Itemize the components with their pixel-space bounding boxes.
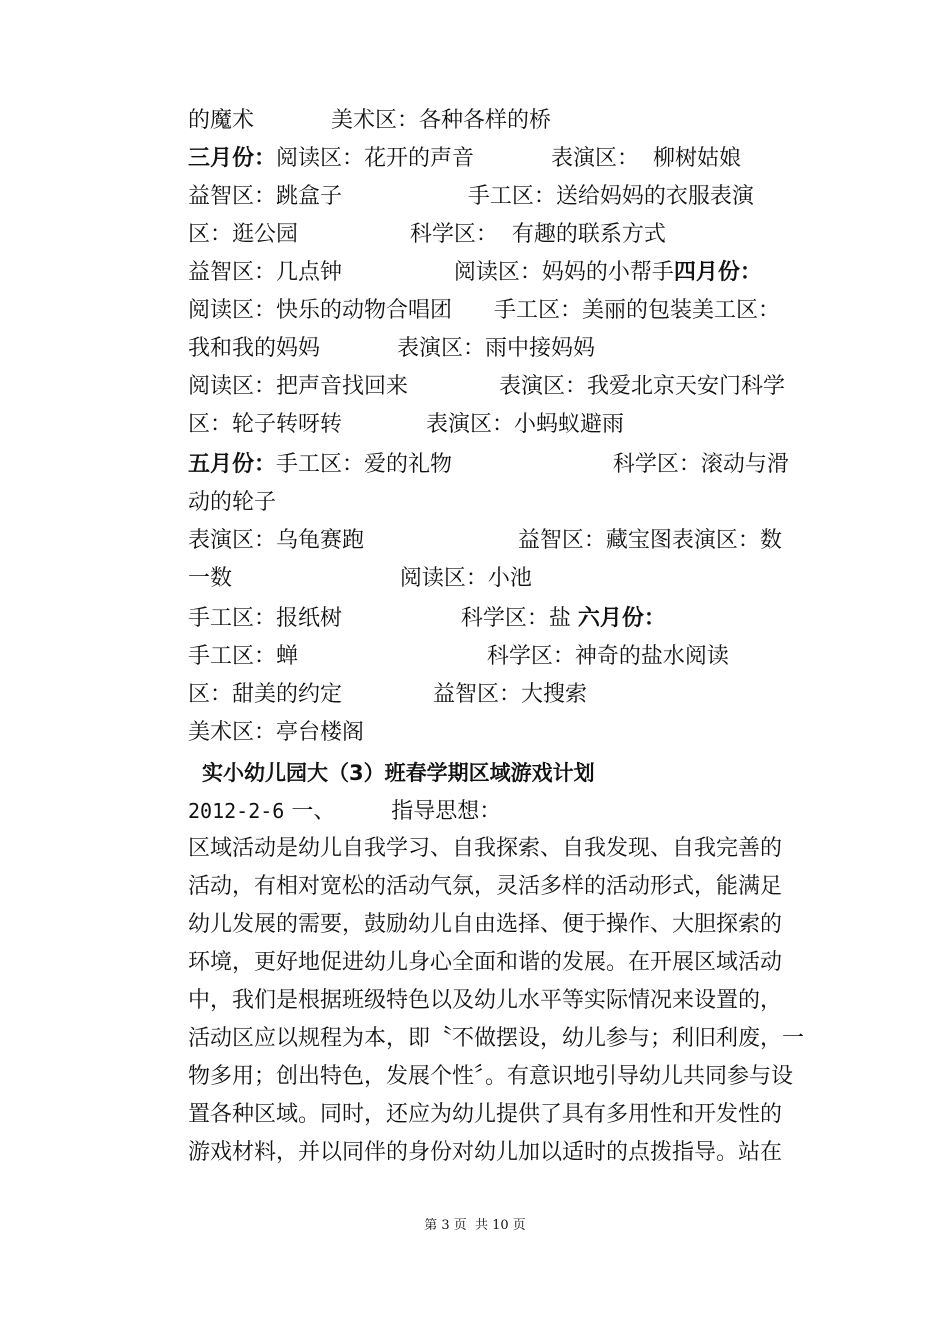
schedule-line: 我和我的妈妈 表演区：雨中接妈妈 <box>188 336 595 361</box>
section-title: 指导思想： <box>391 799 502 824</box>
plan-date: 2012-2-6 <box>188 799 285 823</box>
schedule-line: 表演区：乌龟赛跑 益智区：藏宝图表演区：数 <box>188 528 782 553</box>
body-line: 区域活动是幼儿自我学习、自我探索、自我发现、自我完善的 <box>188 836 783 861</box>
schedule-line: 一数 阅读区：小池 <box>188 566 532 591</box>
page-footer: 第 3 页 共 10 页 <box>424 1218 526 1233</box>
schedule-line: 美术区：亭台楼阁 <box>188 720 365 745</box>
month-heading-april: 四月份： <box>673 260 762 285</box>
body-line: 活动区应以规程为本，即〝不做摆设，幼儿参与；利旧利废，一 <box>188 1026 805 1051</box>
schedule-line: 区：甜美的约定 益智区：大搜索 <box>188 682 587 707</box>
schedule-line: 手工区：蝉 科学区：神奇的盐水阅读 <box>188 644 729 669</box>
body-line: 物多用；创出特色，发展个性〞。有意识地引导幼儿共同参与设 <box>188 1064 794 1089</box>
plan-title: 实小幼儿园大（3）班春学期区域游戏计划 <box>202 761 595 785</box>
month-heading-march: 三月份： <box>188 146 277 171</box>
schedule-line: 区：逛公园 科学区： 有趣的联系方式 <box>188 222 666 247</box>
body-line: 活动，有相对宽松的活动气氛，灵活多样的活动形式，能满足 <box>188 874 783 899</box>
plan-date-line <box>188 792 828 831</box>
body-line: 中，我们是根据班级特色以及幼儿水平等实际情况来设置的， <box>188 988 783 1013</box>
schedule-line-june: 手工区：报纸树 科学区：盐 六月份： <box>188 606 666 631</box>
month-heading-june: 六月份： <box>577 606 666 631</box>
schedule-line: 益智区：跳盒子 手工区：送给妈妈的衣服表演 <box>188 184 754 209</box>
schedule-line-april: 益智区：几点钟 阅读区：妈妈的小帮手四月份： <box>188 260 762 285</box>
schedule-line-may: 五月份：手工区：爱的礼物 科学区：滚动与滑 <box>188 452 789 477</box>
schedule-line: 阅读区：快乐的动物合唱团 手工区：美丽的包装美工区： <box>188 298 780 323</box>
schedule-line: 区：轮子转呀转 表演区：小蚂蚁避雨 <box>188 412 624 437</box>
schedule-line-march: 三月份：阅读区：花开的声音 表演区： 柳树姑娘 <box>188 146 741 171</box>
schedule-line: 的魔术 美术区：各种各样的桥 <box>188 108 551 133</box>
body-line: 置各种区域。同时，还应为幼儿提供了具有多用性和开发性的 <box>188 1102 783 1127</box>
body-line: 环境，更好地促进幼儿身心全面和谐的发展。在开展区域活动 <box>188 950 783 975</box>
schedule-line: 动的轮子 <box>188 490 277 515</box>
body-line: 幼儿发展的需要，鼓励幼儿自由选择、便于操作、大胆探索的 <box>188 912 783 937</box>
month-heading-may: 五月份： <box>188 452 277 477</box>
schedule-line: 阅读区：把声音找回来 表演区：我爱北京天安门科学 <box>188 374 785 399</box>
section-number: 一、 <box>291 799 336 824</box>
body-line: 游戏材料，并以同伴的身份对幼儿加以适时的点拨指导。站在 <box>188 1140 783 1165</box>
